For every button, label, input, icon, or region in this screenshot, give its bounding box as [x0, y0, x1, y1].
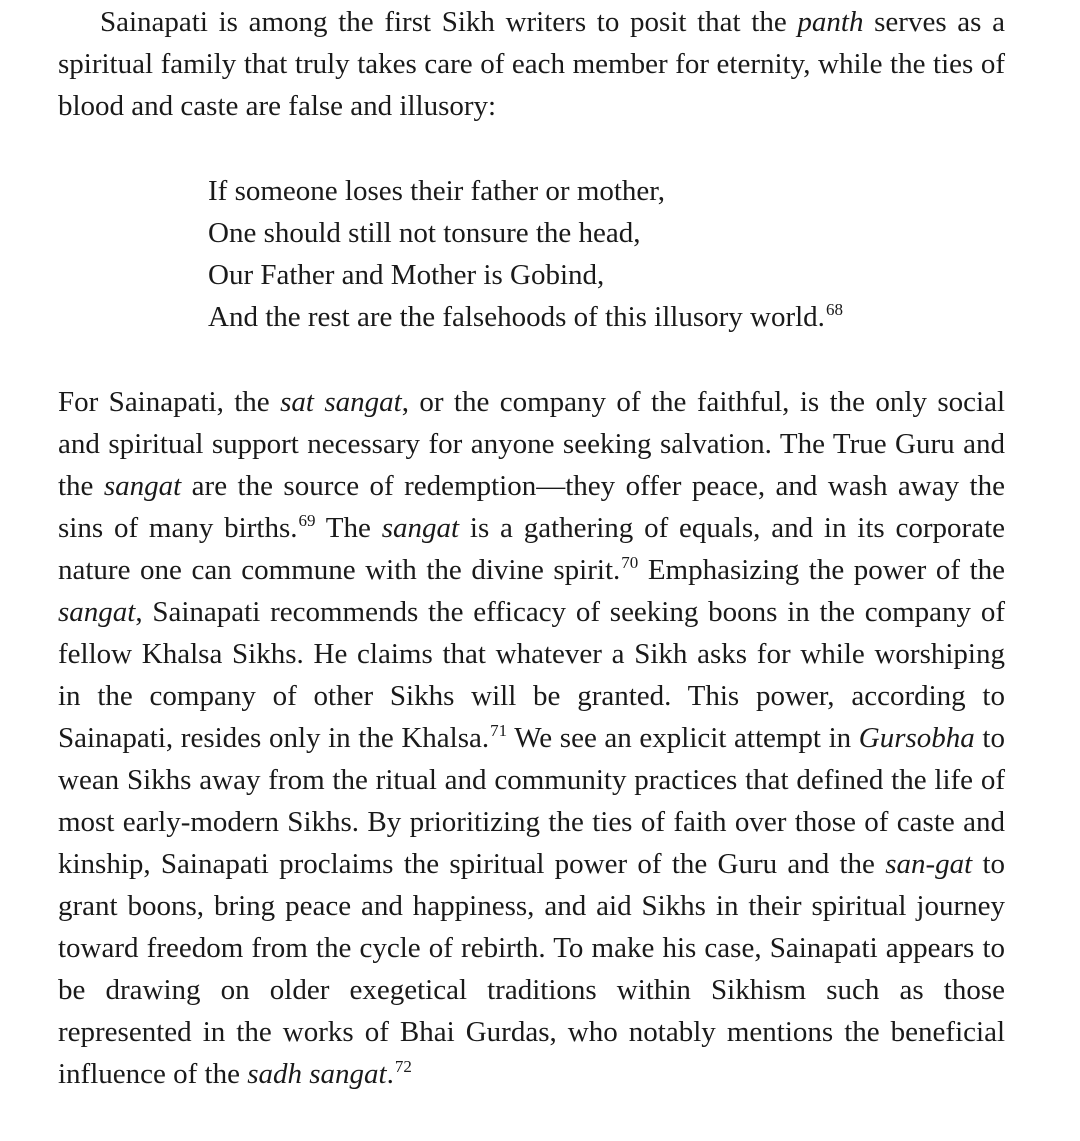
- text-segment: For Sainapati, the: [58, 386, 281, 418]
- italic-term: sangat: [103, 470, 182, 502]
- footnote-marker: 68: [825, 300, 843, 319]
- footnote-marker: 72: [394, 1057, 412, 1076]
- text-segment: to grant boons, bring peace and happiness, and aid Sikhs in their spiritual journey toward freedom from the cycle of rebirth. To make his case, Sainapati appears to be drawing on older exegetical traditions within Sikhism such as those represented in the works of Bhai Gurdas, who notably mentions the beneficial influence of the: [58, 848, 1006, 1090]
- italic-term: Gursobha: [858, 722, 975, 754]
- italic-term: sangat: [58, 596, 136, 628]
- text-segment: serves as a spiritual family that truly takes care of each member for eternity, while the ties of blood and caste are false and illusory:: [58, 6, 1005, 122]
- verse-line: Our Father and Mother is Gobind,: [208, 259, 605, 291]
- paragraph-2: [58, 381, 1005, 1095]
- paragraph-1: [58, 1, 1005, 127]
- italic-term: sadh sangat: [247, 1058, 387, 1090]
- book-page: [58, 0, 1005, 1095]
- verse-line-text: And the rest are the falsehoods of this illusory world.: [208, 301, 825, 333]
- italic-term: sat sangat: [280, 386, 402, 418]
- text-segment: The: [315, 512, 382, 544]
- text-segment: We see an explicit attempt in: [507, 722, 859, 754]
- footnote-marker: 69: [298, 511, 316, 530]
- text-segment: to wean Sikhs away from the ritual and community practices that defined the life of most early-modern Sikhs. By prioritizing the ties of faith over those of caste and kinship, Sainapati proclaims the spiritual power of the Guru and the: [58, 722, 1005, 880]
- text-segment: Emphasizing the power of the: [638, 554, 1005, 586]
- verse-line-last: [208, 296, 1005, 338]
- verse-quotation: [208, 170, 1005, 338]
- verse-line: If someone loses their father or mother,: [208, 175, 666, 207]
- footnote-marker: 71: [490, 721, 508, 740]
- text-segment: Sainapati is among the first Sikh writers to posit that the: [100, 6, 798, 38]
- italic-term: san-gat: [885, 848, 973, 880]
- text-segment: .: [386, 1058, 394, 1090]
- footnote-marker: 70: [621, 553, 639, 572]
- italic-term: panth: [797, 6, 864, 38]
- text-segment: is a gathering of equals, and in its corporate nature one can commune with the divine spirit.: [58, 512, 1006, 586]
- text-segment: , or the company of the faithful, is the only social and spiritual support necessary for anyone seeking salvation. The True Guru and the: [58, 386, 1005, 502]
- text-segment: are the source of redemption—they offer peace, and wash away the sins of many births.: [58, 470, 1005, 544]
- text-segment: , Sainapati recommends the efficacy of seeking boons in the company of fellow Khalsa Sikhs. He claims that whatever a Sikh asks for while worshiping in the company of other Sikhs will be granted. This power, according to Sainapati, resides only in the Khalsa.: [58, 596, 1005, 754]
- verse-line: One should still not tonsure the head,: [208, 217, 641, 249]
- italic-term: sangat: [381, 512, 460, 544]
